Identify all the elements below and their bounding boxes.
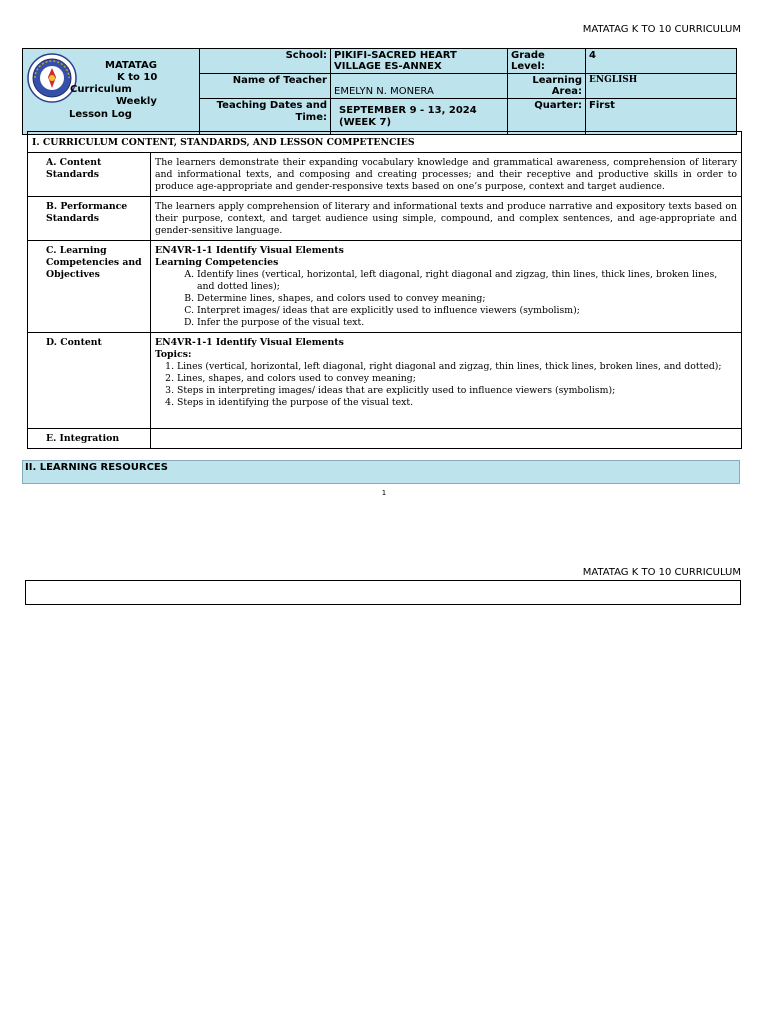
- integration-text: [151, 429, 742, 449]
- list-item: 2. Lines, shapes, and colors used to convey meaning;: [177, 373, 737, 385]
- page-2-table-start: [25, 580, 741, 605]
- area-value: ENGLISH: [586, 74, 737, 99]
- quarter-value: First: [586, 99, 737, 135]
- competencies-cell: [151, 241, 742, 333]
- section-1-title: I. CURRICULUM CONTENT, STANDARDS, AND LESSON COMPETENCIES: [28, 132, 742, 153]
- title-line-1: MATATAG: [105, 60, 157, 71]
- topics-list: [155, 361, 737, 409]
- list-item: 3. Steps in interpreting images/ ideas that are explicitly used to influence viewers (symbolism);: [177, 385, 737, 397]
- list-item: A. Identify lines (vertical, horizontal, left diagonal, right diagonal and zigzag, thin lines, thick lines, broken lines, and dotted lines);: [197, 269, 737, 293]
- page-2-header: MATATAG K TO 10 CURRICULUM: [582, 567, 741, 578]
- content-standards-text: The learners demonstrate their expanding vocabulary knowledge and grammatical awareness, comprehension of literary and informational texts, and composing and creating processes; and their receptive and productive skills in order to produce age-appropriate and gender-responsive texts based on one’s purpose, context and target audience.: [151, 153, 742, 197]
- curriculum-table: [27, 131, 742, 449]
- title-line-5: Lesson Log: [69, 109, 132, 120]
- list-item: 4. Steps in identifying the purpose of the visual text.: [177, 397, 737, 409]
- list-item: D. Infer the purpose of the visual text.: [197, 317, 737, 329]
- competencies-label-text: C. Learning Competencies and Objectives: [46, 245, 142, 280]
- teacher-value: EMELYN N. MONERA: [331, 74, 508, 99]
- teacher-label: Name of Teacher: [200, 74, 331, 99]
- list-item: C. Interpret images/ ideas that are explicitly used to influence viewers (symbolism);: [197, 305, 737, 317]
- objectives-list: [155, 269, 737, 329]
- grade-value: 4: [586, 49, 737, 74]
- title-line-2: K to 10: [117, 72, 158, 83]
- competency-subheading: Learning Competencies: [155, 257, 279, 268]
- integration-label-text: E. Integration: [46, 432, 120, 444]
- content-cell: [151, 333, 742, 429]
- content-label-text: D. Content: [46, 337, 102, 348]
- info-table: [22, 48, 737, 135]
- page-number: 1: [381, 489, 387, 497]
- performance-standards-text: The learners apply comprehension of literary and informational texts and produce narrative and expository texts based on their purpose, context, and target audience using simple, compound, and complex sentences, and age-appropriate and gender-sensitive language.: [151, 197, 742, 241]
- competencies-label: [28, 241, 151, 333]
- list-item: 1. Lines (vertical, horizontal, left diagonal, right diagonal and zigzag, thin lines, thick lines, broken lines, and dotted);: [177, 361, 737, 373]
- school-label: School:: [200, 49, 331, 74]
- title-line-3: Curriculum: [70, 84, 132, 95]
- section-2-title: II. LEARNING RESOURCES: [22, 460, 740, 484]
- dates-label: Teaching Dates and Time:: [200, 99, 331, 135]
- title-line-4: Weekly: [116, 96, 157, 107]
- content-code: EN4VR-1-1 Identify Visual Elements: [155, 337, 344, 348]
- quarter-label: Quarter:: [508, 99, 586, 135]
- deped-seal-icon: [27, 53, 77, 103]
- area-label: Learning Area:: [508, 74, 586, 99]
- dates-value: SEPTEMBER 9 - 13, 2024 (WEEK 7): [331, 99, 508, 135]
- title-block: [23, 49, 200, 135]
- performance-standards-label: [28, 197, 151, 241]
- integration-label: [28, 429, 151, 449]
- content-standards-label: [28, 153, 151, 197]
- school-value: PIKIFI-SACRED HEART VILLAGE ES-ANNEX: [331, 49, 508, 74]
- content-label: [28, 333, 151, 429]
- content-standards-label-text: A. Content Standards: [46, 157, 102, 180]
- competency-code: EN4VR-1-1 Identify Visual Elements: [155, 245, 344, 256]
- topics-heading: Topics:: [155, 349, 192, 360]
- performance-standards-label-text: B. Performance Standards: [46, 201, 128, 224]
- grade-label: Grade Level:: [508, 49, 586, 74]
- page-header: MATATAG K TO 10 CURRICULUM: [582, 24, 741, 35]
- list-item: B. Determine lines, shapes, and colors used to convey meaning;: [197, 293, 737, 305]
